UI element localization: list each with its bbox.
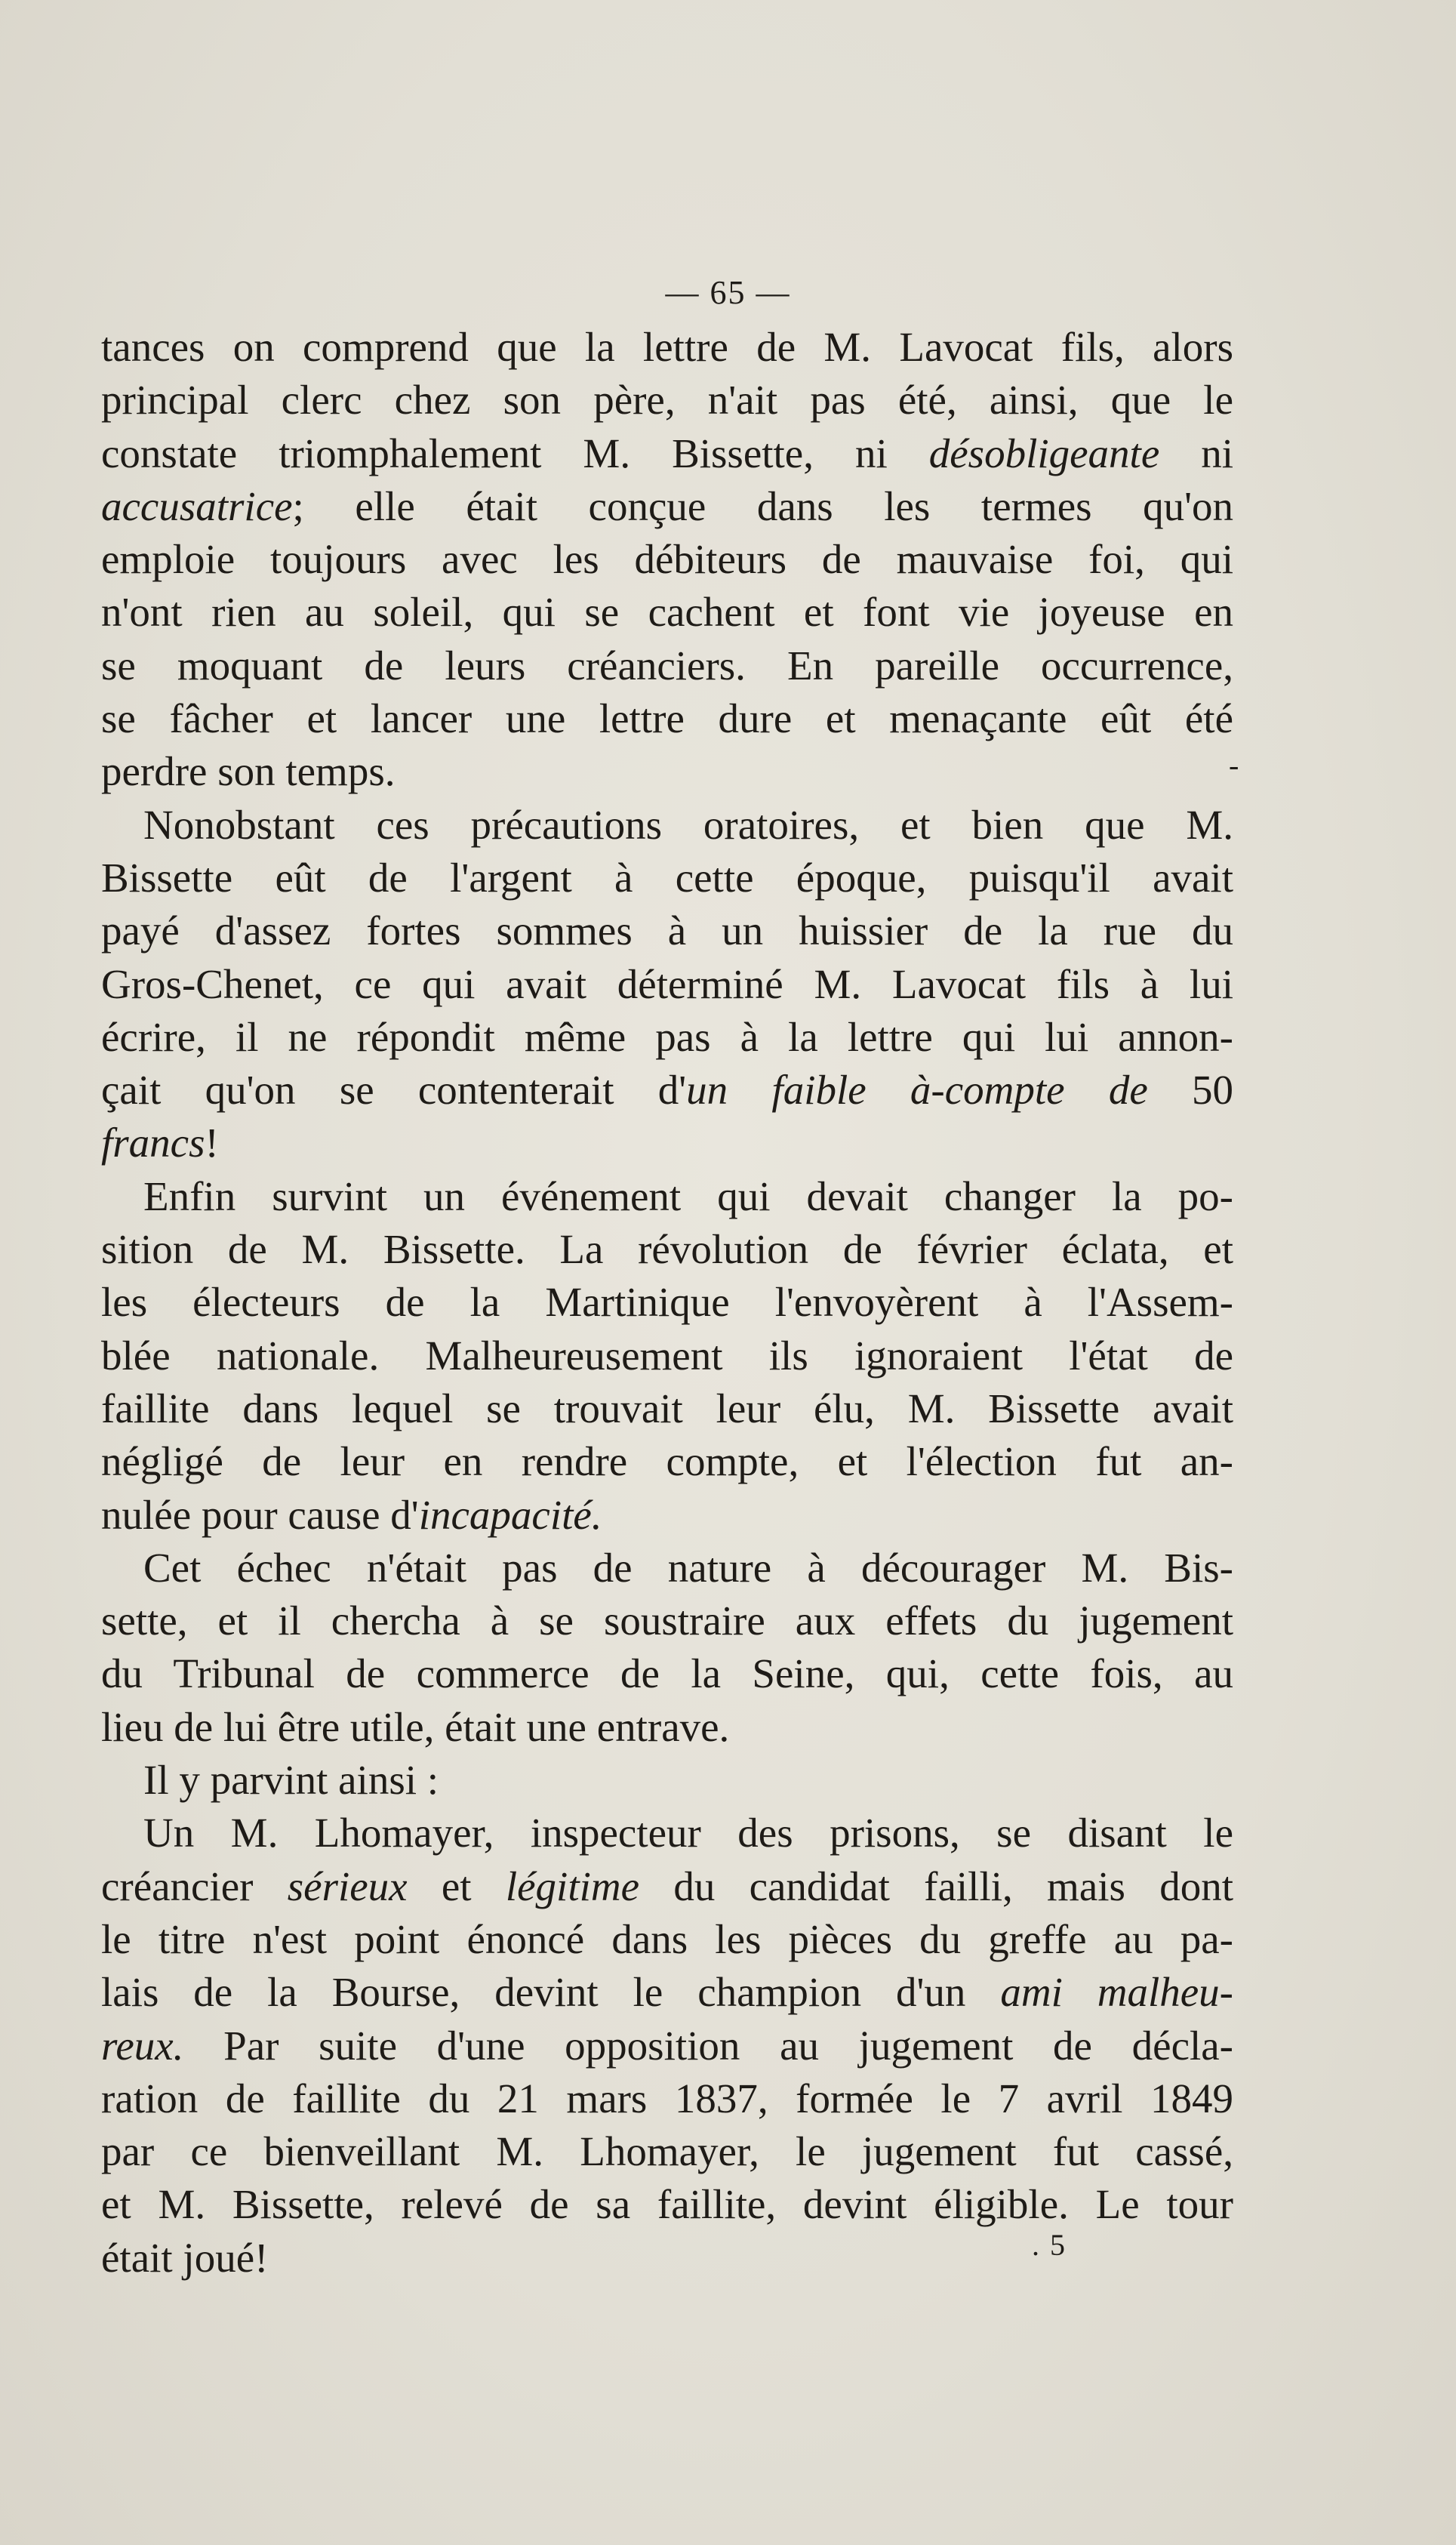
text-run: et M. Bissette, relevé de sa faillite, devint éligible. Le tour	[101, 2181, 1233, 2228]
italic-text: francs	[101, 1120, 205, 1166]
text-run: se moquant de leurs créanciers. En pareille occurrence,	[101, 642, 1233, 689]
page-number: — 65 —	[665, 274, 791, 311]
text-line	[101, 2178, 1233, 2231]
text-line	[101, 904, 1233, 957]
text-line	[101, 1594, 1233, 1647]
text-line	[101, 1223, 1233, 1276]
text-run: écrire, il ne répondit même pas à la lettre qui lui annon-	[101, 1013, 1233, 1060]
text-run: sette, et il chercha à se soustraire aux effets du jugement	[101, 1598, 1233, 1644]
text-run: payé d'assez fortes sommes à un huissier de la rue du	[101, 907, 1233, 954]
text-run: Bissette eût de l'argent à cette époque, puisqu'il avait	[101, 854, 1233, 901]
text-line	[101, 1117, 1233, 1169]
text-run: ration de faillite du 21 mars 1837, formée le 7 avril 1849	[101, 2075, 1233, 2121]
text-line	[101, 745, 1233, 798]
italic-text: légitime	[505, 1863, 640, 1909]
text-line	[101, 1913, 1233, 1966]
text-line	[101, 852, 1233, 904]
text-line	[101, 692, 1233, 745]
body-text	[101, 321, 1233, 2285]
text-run: ni	[1159, 430, 1234, 476]
text-run: tances on comprend que la lettre de M. Lavocat fils, alors	[101, 324, 1233, 370]
text-line	[101, 1647, 1233, 1700]
text-line	[101, 321, 1233, 374]
text-run: faillite dans lequel se trouvait leur élu, M. Bissette avait	[101, 1385, 1233, 1431]
text-run: Nonobstant ces précautions oratoires, et bien que M.	[143, 801, 1233, 848]
text-run: blée nationale. Malheureusement ils ignoraient l'état de	[101, 1332, 1233, 1379]
text-run: ; elle était conçue dans les termes qu'on	[292, 482, 1233, 529]
italic-text: reux.	[101, 2022, 184, 2069]
text-line	[101, 586, 1233, 639]
text-line	[101, 1807, 1233, 1859]
text-run: !	[205, 1120, 219, 1166]
text-run: sition de M. Bissette. La révolution de février éclata, et	[101, 1226, 1233, 1273]
italic-text: accusatrice	[101, 482, 293, 529]
text-line	[101, 1382, 1233, 1435]
text-run: lais de la Bourse, devint le champion d'un	[101, 1969, 1001, 2016]
italic-text: sérieux	[287, 1863, 408, 1909]
text-run: créancier	[101, 1863, 288, 1909]
italic-text: ami malheu-	[1000, 1969, 1233, 2016]
text-line	[101, 958, 1233, 1011]
signature-mark: . 5	[1032, 2228, 1067, 2262]
italic-text: un faible à-compte de	[686, 1067, 1148, 1114]
text-line	[101, 427, 1233, 480]
text-line	[101, 1860, 1233, 1913]
text-run: du candidat failli, mais dont	[639, 1863, 1233, 1909]
text-line	[101, 2125, 1233, 2178]
text-run: Par suite d'une opposition au jugement de décla-	[183, 2022, 1233, 2069]
text-run: négligé de leur en rendre compte, et l'élection fut an-	[101, 1438, 1233, 1485]
text-line	[101, 1542, 1233, 1594]
text-run: Il y parvint ainsi :	[143, 1757, 439, 1804]
text-line	[101, 1064, 1233, 1117]
text-line	[101, 533, 1233, 586]
margin-mark: -	[1229, 748, 1239, 782]
text-run: se fâcher et lancer une lettre dure et menaçante eût été	[101, 695, 1233, 742]
italic-text: incapacité.	[418, 1491, 602, 1538]
text-run: et	[407, 1863, 506, 1909]
italic-text: désobligeante	[928, 430, 1160, 476]
text-run: principal clerc chez son père, n'ait pas été, ainsi, que le	[101, 377, 1233, 424]
text-run: Un M. Lhomayer, inspecteur des prisons, se disant le	[143, 1810, 1233, 1856]
text-line	[101, 799, 1233, 852]
text-line	[101, 2072, 1233, 2125]
text-line	[101, 1966, 1233, 2019]
text-line	[101, 1489, 1233, 1542]
text-line	[101, 374, 1233, 427]
text-line	[101, 1435, 1233, 1488]
text-run: le titre n'est point énoncé dans les pièces du greffe au pa-	[101, 1915, 1233, 1962]
text-run: du Tribunal de commerce de la Seine, qui, cette fois, au	[101, 1650, 1233, 1697]
text-run: Cet échec n'était pas de nature à décourager M. Bis-	[143, 1544, 1233, 1591]
text-line	[101, 1170, 1233, 1223]
text-run: lieu de lui être utile, était une entrave.	[101, 1703, 730, 1750]
text-run: était joué!	[101, 2234, 269, 2281]
text-run: les électeurs de la Martinique l'envoyèrent à l'Assem-	[101, 1279, 1233, 1326]
text-line	[101, 2020, 1233, 2072]
text-line	[101, 1754, 1233, 1807]
text-run: n'ont rien au soleil, qui se cachent et font vie joyeuse en	[101, 589, 1233, 636]
text-line	[101, 639, 1233, 692]
text-run: çait qu'on se contenterait d'	[101, 1067, 687, 1114]
text-run: emploie toujours avec les débiteurs de mauvaise foi, qui	[101, 536, 1233, 583]
text-line	[101, 1011, 1233, 1064]
text-run: Gros-Chenet, ce qui avait déterminé M. Lavocat fils à lui	[101, 960, 1233, 1007]
text-run: perdre son temps.	[101, 748, 396, 795]
text-line	[101, 1701, 1233, 1754]
text-line	[101, 480, 1233, 533]
text-run: constate triomphalement M. Bissette, ni	[101, 430, 929, 476]
text-line	[101, 1330, 1233, 1382]
text-run: par ce bienveillant M. Lhomayer, le jugement fut cassé,	[101, 2128, 1233, 2175]
text-run: nulée pour cause d'	[101, 1491, 419, 1538]
text-line	[101, 1276, 1233, 1329]
text-run: 50	[1147, 1067, 1234, 1114]
text-run: Enfin survint un événement qui devait changer la po-	[143, 1172, 1233, 1219]
